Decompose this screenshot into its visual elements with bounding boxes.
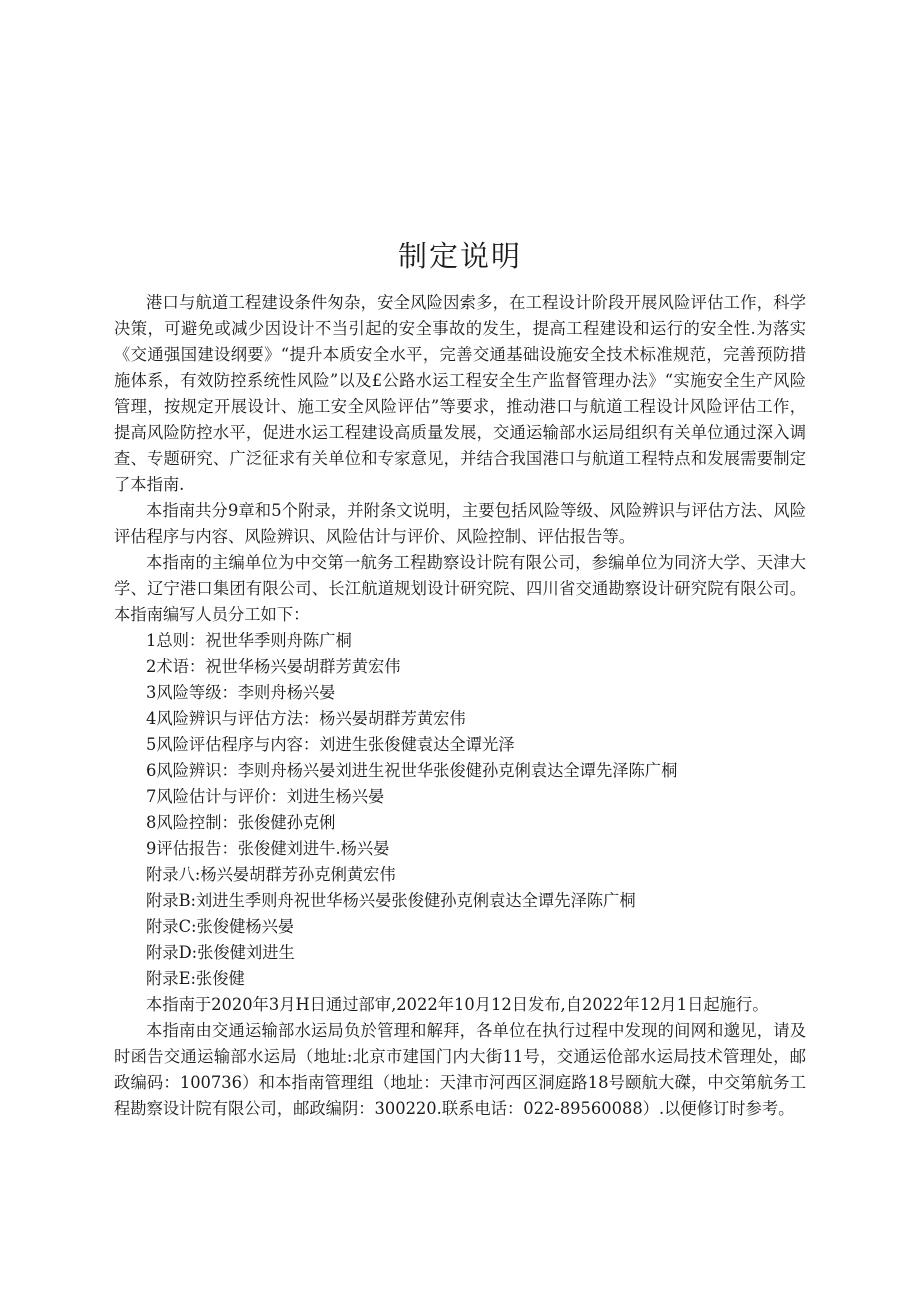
contact-paragraph: 本指南由交通运输部水运局负於管理和解拜，各单位在执行过程中发现的间网和邈见，请及时函告交通运输部水运局（地址:北京市建国门内大街11号，交通运伧部水运局技术管理处，邮政编码：100736）和本指南管理组（地址：天津市河西区洞庭路18号颐航大磔，中交第航务工程勘察设计院有限公司，邮政编阴：300220.联系电话：022-89560088）.以便修订时参考。 xyxy=(114,1021,806,1118)
assignment-item: 8风险控制：张俊健孙克俐 xyxy=(146,813,336,832)
assignment-item: 附录C:张俊健杨兴晏 xyxy=(146,917,295,936)
assignment-item: 6风险辨识：李则舟杨兴晏刘进生祝世华张俊健孙克俐袁达全谭先泽陈广桐 xyxy=(146,761,678,780)
editors-paragraph: 本指南的主编单位为中交第一航务工程勘察设计院有限公司，参编单位为同济大学、天津大学、辽宁港口集团有限公司、长江航道规划设计研究院、四川省交通勘察设计研究院有限公司。本指南编写人员分工如下： xyxy=(114,553,806,624)
assignment-item: 附录D:张俊健刘进生 xyxy=(146,943,295,962)
assignment-item: 7风险估计与评价：刘进生杨兴晏 xyxy=(146,787,385,806)
structure-paragraph: 本指南共分9章和5个附录，并附条文说明，主要包括风险等级、风险辨识与评估方法、风险评估程序与内容、风险辨识、风险估计与评价、风险控制、评估报告等。 xyxy=(114,501,806,546)
assignment-item: 3风险等级：李则舟杨兴晏 xyxy=(146,683,336,702)
assignment-item: 附录E:张俊健 xyxy=(146,969,245,988)
document-body xyxy=(114,290,806,1122)
assignment-item: 2术语：祝世华杨兴晏胡群芳黄宏伟 xyxy=(146,657,401,676)
assignment-item: 5风险评估程序与内容：刘进生张俊健袁达全谭光泽 xyxy=(146,735,515,754)
page-title: 制定说明 xyxy=(397,239,522,273)
intro-paragraph: 港口与航道工程建设条件匆杂，安全风险因索多，在工程设计阶段开展风险评估工作，科学决策，可避免或减少因设计不当引起的安全事故的发生，提高工程建设和运行的安全性.为落实《交通强国建设纲要》“提升本质安全水平，完善交通基础设施安全技术标准规范，完善预防措施体系，有效防控系统性风险”以及£公路水运工程安全生产监督管理办法》“实施安全生产风险管理，按规定开展设计、施工安全风险评估”等要求，推动港口与航道工程设计风险评估工作，提高风险防控水平，促进水运工程建设高质量发展，交通运输部水运局组织有关单位通过深入调查、专题研究、广泛征求有关单位和专家意见，并结合我国港口与航道工程特点和发展需要制定了本指南. xyxy=(114,293,806,494)
assignment-item: 4风险辨识与评估方法：杨兴晏胡群芳黄宏伟 xyxy=(146,709,466,728)
assignment-list xyxy=(114,628,806,992)
assignment-item: 1总则：祝世华季则舟陈广桐 xyxy=(146,631,352,650)
effective-date-paragraph: 本指南于2020年3月H日通过部审,2022年10月12日发布,自2022年12月1日起施行。 xyxy=(146,995,769,1014)
assignment-item: 9评估报告：张俊健刘进牛.杨兴晏 xyxy=(146,839,390,858)
assignment-item: 附录B:刘进生季则舟祝世华杨兴晏张俊健孙克俐袁达全谭先泽陈广桐 xyxy=(146,891,636,910)
assignment-item: 附录八:杨兴晏胡群芳孙克俐黄宏伟 xyxy=(146,865,396,884)
